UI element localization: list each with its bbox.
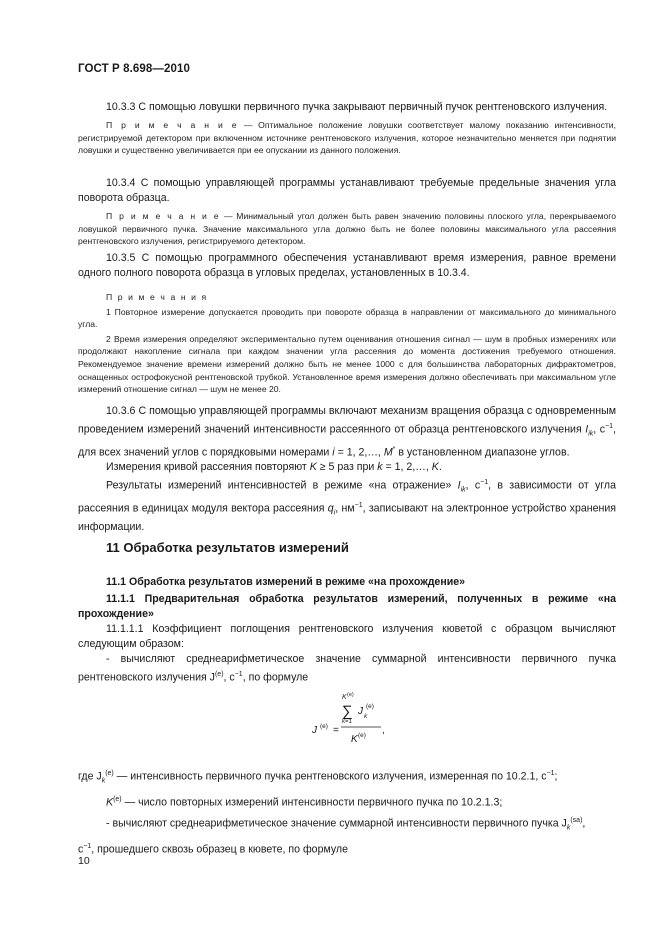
notes-label: П р и м е ч а н и я — [106, 292, 208, 302]
text: . — [438, 461, 442, 474]
text: в установленном диапазоне углов. — [395, 446, 570, 459]
superscript: −1 — [480, 479, 489, 487]
section-heading-11: 11 Обработка результатов измерений — [106, 540, 349, 555]
text: Результаты измерений интенсивностей в режиме «на отражение» — [106, 479, 458, 492]
text: , — [582, 817, 586, 830]
text: — число повторных измерений интенсивности первичного пучка по 10.2.1.3; — [121, 796, 503, 809]
text: , в зависимости от угла рассеяния в единицах модуля вектора рассеяния — [78, 479, 616, 515]
text: , прошедшего сквозь образец в кювете, по формуле — [91, 843, 349, 856]
paragraph-results — [78, 475, 616, 535]
formula-sum-bottom: k=1 — [342, 719, 352, 725]
text: , по формуле — [242, 671, 309, 684]
note-10-3-3 — [78, 119, 616, 157]
page-number: 10 — [78, 855, 90, 867]
formula-lhs-sup: (e) — [320, 723, 328, 730]
superscript: (e) — [113, 795, 122, 803]
formula-explanation — [78, 766, 616, 857]
symbol: K — [106, 796, 114, 809]
formula-lhs-J: J — [312, 725, 317, 736]
paragraph-10-3-4: 10.3.4 С помощью управляющей программы устанавливают требуемые предельные значения угла поворота образца. — [78, 177, 616, 204]
symbol: I — [585, 423, 589, 436]
section-11 — [78, 540, 616, 555]
symbol: i — [332, 446, 335, 459]
subscript: ik — [588, 430, 594, 438]
where-line-2 — [78, 792, 616, 811]
symbol: q — [327, 502, 334, 515]
section-10-3-6 — [78, 404, 616, 535]
note-text: — Минимальный угол должен быть равен значению половины плоского угла, перекрываемого ловушкой первичного пучка. Значение максимального угла должно быть не более половины максимального угла рассеяния рентгеновского излучения, регистрируемого детектором. — [78, 211, 617, 247]
note-10-3-4 — [78, 210, 616, 248]
text: , нм — [335, 502, 355, 515]
text: - вычисляют среднеарифметическое значение суммарной интенсивности первичного пучка рентгеновского излучения J — [78, 653, 616, 684]
text: , с — [465, 479, 481, 492]
subscript: k — [566, 824, 571, 832]
section-heading-11-1: 11.1 Обработка результатов измерений в режиме «на прохождение» — [106, 576, 466, 588]
paragraph-10-3-3: 10.3.3 С помощью ловушки первичного пучка закрывают первичный пучок рентгеновского излучения. — [106, 101, 608, 113]
symbol: K — [431, 461, 439, 474]
note-2: 2 Время измерения определяют экспериментально путем оценивания отношения сигнал — шум в пробных измерениях или продолжают накопление сигнала при каждом значении угла рассеяния до момента достижения требуемого отношения. Рекомендуемое значение времени измерений должно быть не менее 1000 с для большинства лабораторных дифрактометров, оснащенных острофокусной рентгеновской трубкой. Установленное время измерения должно обеспечивать при максимальном угле измерений отношение сигнал — шум не менее 20. — [78, 333, 616, 395]
superscript: (sa) — [570, 817, 583, 825]
superscript: −1 — [234, 671, 243, 678]
document-header: ГОСТ Р 8.698—2010 — [78, 63, 190, 75]
superscript: −1 — [354, 501, 363, 509]
text: с — [78, 843, 84, 856]
superscript: −1 — [83, 842, 92, 850]
paragraph-bullet-1 — [78, 652, 616, 686]
paragraph-10-3-5: 10.3.5 С помощью программного обеспечения устанавливают время измерения, равное времени одного полного поворота образца в угловых пределах, установленных в 10.3.4. — [78, 252, 616, 279]
text: ; — [554, 770, 558, 783]
paragraph-repeat — [78, 460, 616, 475]
subscript: ik — [460, 486, 466, 494]
formula-den-sup: (e) — [358, 732, 366, 739]
formula-num-sup: (e) — [366, 703, 374, 710]
symbol: K — [309, 461, 317, 474]
bullet-2-continued — [78, 839, 616, 858]
formula-num-J: J — [358, 706, 363, 717]
superscript: (e) — [214, 671, 224, 678]
superscript: −1 — [546, 770, 555, 777]
symbol: M — [383, 446, 393, 459]
paragraph-11-1-1-1: 11.1.1.1 Коэффициент поглощения рентгеновского излучения кюветой с образцом вычисляют следующим образом: — [78, 623, 616, 650]
formula-num-sub: k — [364, 713, 368, 720]
superscript: (e) — [105, 770, 114, 777]
text: 10.3.6 С помощью управляющей программы включают механизм вращения образца с одновременным проведением измерений значений интенсивности рассеянного от образца рентгеновского излучения — [78, 405, 616, 436]
formula-equals: = — [333, 725, 339, 736]
paragraph-10-3-6 — [78, 404, 616, 460]
section-10-3-5 — [78, 251, 616, 396]
text: = 1, 2,…, — [334, 446, 384, 459]
symbol: k — [377, 461, 383, 474]
formula-sum-sign: ∑ — [342, 703, 353, 720]
superscript: −1 — [605, 423, 614, 430]
subscript: i — [333, 509, 336, 517]
section-11-1 — [78, 575, 616, 686]
note-1: 1 Повторное измерение допускается проводить при повороте образца в направлении от максимального до минимального угла. — [78, 306, 616, 330]
text: , с — [593, 423, 606, 436]
note-text: — Оптимальное положение ловушки соответствует малому показанию интенсивности, регистрируемой детектором при включенном источнике рентгеновского излучения, которое незначительно меняется при поднятии ловушки и существенно увеличивается при ее опускании из данного положения. — [78, 120, 616, 156]
formula-trailing-comma: , — [382, 725, 385, 736]
where-line-1 — [78, 766, 616, 789]
text: , для всех значений углов с порядковыми номерами — [78, 423, 616, 459]
superscript: * — [392, 445, 396, 453]
note-label: П р и м е ч а н и е — [106, 211, 221, 221]
subscript: k — [101, 777, 106, 785]
symbol: I — [457, 479, 461, 492]
formula-den-K: K — [351, 734, 358, 745]
section-10-3-3 — [78, 100, 616, 157]
bullet-2 — [78, 813, 616, 836]
text: , с — [223, 671, 235, 684]
text: где J — [78, 770, 102, 783]
note-label: П р и м е ч а н и е — [106, 120, 239, 130]
section-10-3-4 — [78, 176, 616, 248]
formula-sum-top-sup: (e) — [347, 692, 354, 698]
text: ≥ 5 раз при — [316, 461, 378, 474]
formula-sum-top: K — [342, 694, 347, 701]
section-heading-11-1-1: 11.1.1 Предварительная обработка результатов измерений, полученных в режиме «на прохождение» — [78, 593, 616, 620]
text: Измерения кривой рассеяния повторяют — [106, 461, 310, 474]
text: — интенсивность первичного пучка рентгеновского излучения, измеренная по 10.2.1, с — [113, 770, 547, 783]
text: - вычисляют среднеарифметическое значение суммарной интенсивности первичного пучка J — [106, 817, 567, 830]
text: = 1, 2,…, — [382, 461, 432, 474]
text: , записывают на электронное устройство хранения информации. — [78, 502, 616, 534]
formula-mean-primary-intensity — [0, 690, 661, 760]
